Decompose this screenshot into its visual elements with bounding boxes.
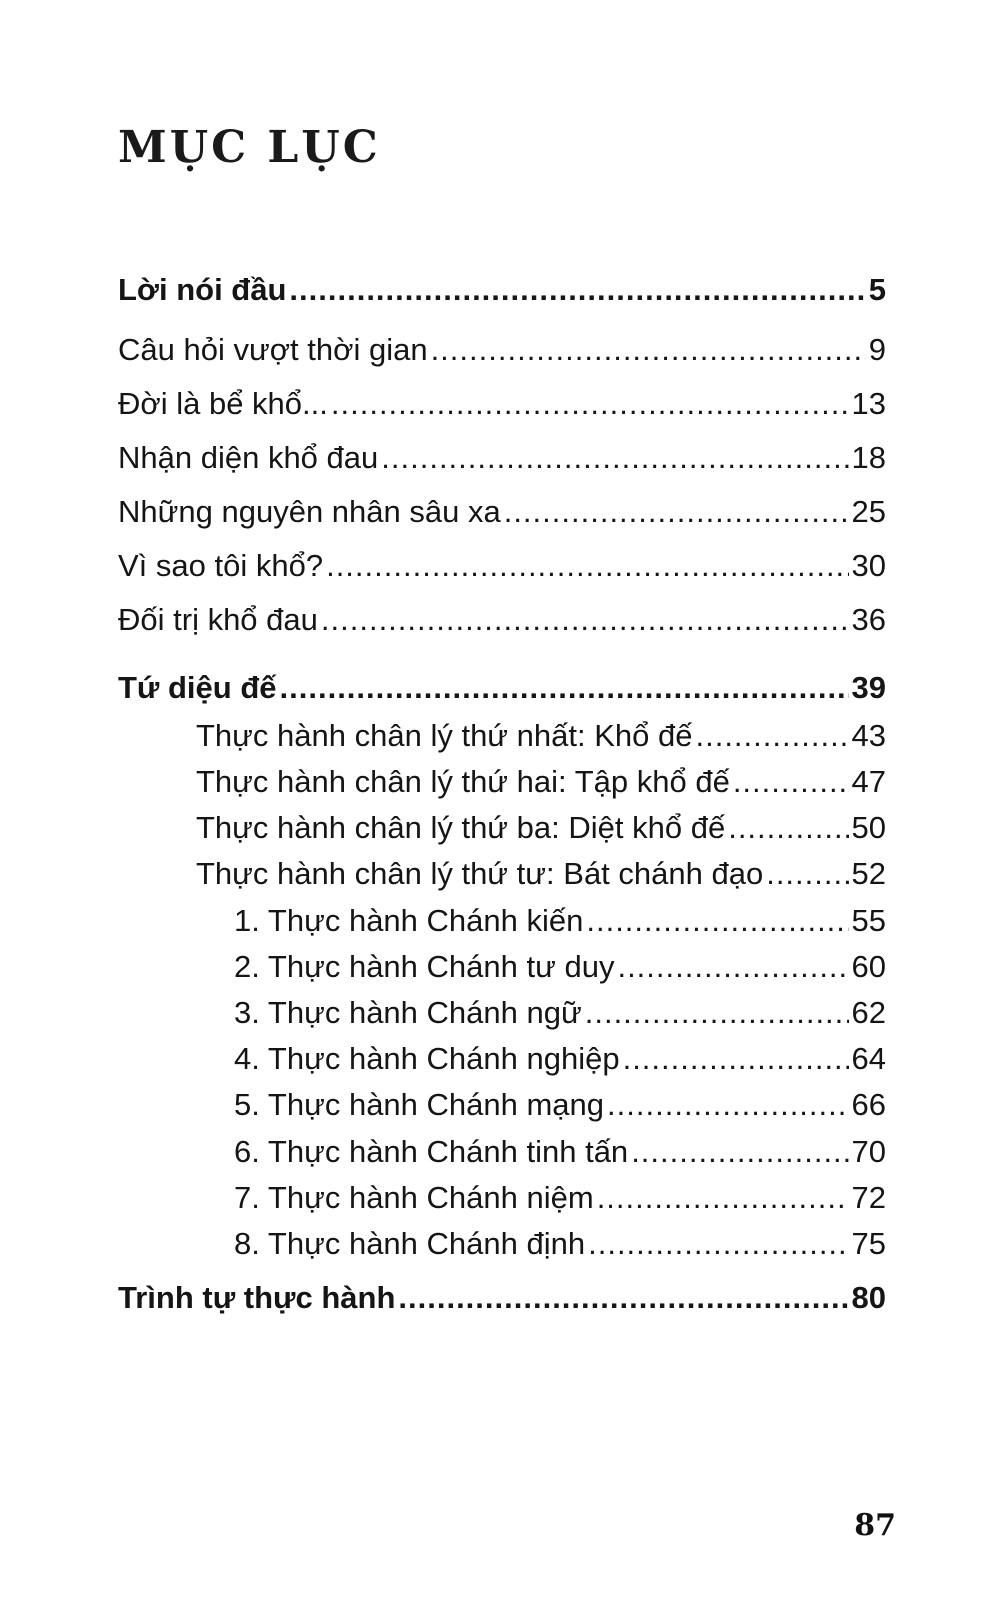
toc-entry-title: Tứ diệu đế <box>118 670 277 705</box>
toc-entry-title: Thực hành chân lý thứ tư: Bát chánh đạo <box>196 856 764 891</box>
toc-entry-title: Nhận diện khổ đau <box>118 440 379 475</box>
toc-entry <box>118 440 886 476</box>
toc-entry-title: 4. Thực hành Chánh nghiệp <box>234 1041 620 1076</box>
toc-entry <box>234 1134 886 1170</box>
dot-leader <box>321 602 849 638</box>
dot-leader <box>431 332 866 368</box>
toc-entry-title: 3. Thực hành Chánh ngữ <box>234 995 582 1030</box>
toc-entry-title: 8. Thực hành Chánh định <box>234 1226 586 1261</box>
toc-entry-page: 9 <box>868 332 886 367</box>
toc-entry-page: 72 <box>851 1180 886 1215</box>
dot-leader <box>623 1041 849 1077</box>
toc-entry-page: 50 <box>851 810 886 845</box>
toc-entry-page: 55 <box>851 903 886 938</box>
toc-entry-page: 39 <box>851 670 886 705</box>
dot-leader <box>289 272 865 308</box>
toc-entry-title: Vì sao tôi khổ? <box>118 548 324 583</box>
toc-entry-page: 5 <box>868 272 886 307</box>
page-title: MỤC LỤC <box>118 122 381 173</box>
dot-leader <box>588 1226 848 1262</box>
toc-entry-title: Câu hỏi vượt thời gian <box>118 332 428 367</box>
toc-entry-page: 30 <box>851 548 886 583</box>
dot-leader <box>607 1087 848 1123</box>
toc-entry-title: 6. Thực hành Chánh tinh tấn <box>234 1134 629 1169</box>
toc-entry-page: 47 <box>851 764 886 799</box>
toc-entry-title: 2. Thực hành Chánh tư duy <box>234 949 615 984</box>
toc-entry-title: Thực hành chân lý thứ ba: Diệt khổ đế <box>196 810 726 845</box>
dot-leader <box>597 1180 849 1216</box>
dot-leader <box>331 386 849 422</box>
toc-entry-title: Thực hành chân lý thứ nhất: Khổ đế <box>196 718 693 753</box>
toc-entry-page: 70 <box>851 1134 886 1169</box>
dot-leader <box>695 718 848 754</box>
toc-entry <box>118 272 886 308</box>
toc-entry <box>196 764 886 800</box>
toc-entry <box>118 548 886 584</box>
toc-entry-page: 60 <box>851 949 886 984</box>
toc-entry <box>234 949 886 985</box>
toc-entry-title: Những nguyên nhân sâu xa <box>118 494 501 529</box>
dot-leader <box>280 670 849 706</box>
toc-entry <box>196 718 886 754</box>
toc-entry-page: 25 <box>851 494 886 529</box>
toc-entry <box>118 670 886 706</box>
dot-leader <box>381 440 848 476</box>
toc-entry <box>118 386 886 422</box>
dot-leader <box>766 856 848 892</box>
toc-entry-page: 43 <box>851 718 886 753</box>
toc-entry <box>234 903 886 939</box>
dot-leader <box>326 548 848 584</box>
toc-entry <box>234 1087 886 1123</box>
dot-leader <box>585 995 849 1031</box>
toc-entry-title: 5. Thực hành Chánh mạng <box>234 1087 605 1122</box>
toc-entry <box>118 494 886 530</box>
page-number: 87 <box>854 1508 896 1543</box>
toc-entry <box>234 1226 886 1262</box>
toc-entry-page: 18 <box>851 440 886 475</box>
dot-leader <box>631 1134 848 1170</box>
dot-leader <box>733 764 849 800</box>
toc-entry <box>118 332 886 368</box>
toc-entry <box>234 1041 886 1077</box>
toc-entry-title: Đối trị khổ đau <box>118 602 318 637</box>
toc-entry-page: 66 <box>851 1087 886 1122</box>
toc-entry <box>196 856 886 892</box>
toc-entry <box>118 602 886 638</box>
toc-entry-title: Trình tự thực hành <box>118 1280 396 1315</box>
dot-leader <box>504 494 849 530</box>
toc-entry <box>196 810 886 846</box>
toc-entry-page: 36 <box>851 602 886 637</box>
toc-entry-title: Đời là bể khổ... <box>118 386 328 421</box>
toc-entry <box>234 1180 886 1216</box>
toc-entry-page: 52 <box>851 856 886 891</box>
dot-leader <box>398 1280 848 1316</box>
dot-leader <box>728 810 848 846</box>
dot-leader <box>617 949 848 985</box>
toc-entry-title: 1. Thực hành Chánh kiến <box>234 903 584 938</box>
toc-entry-page: 80 <box>851 1280 886 1315</box>
toc-entry <box>234 995 886 1031</box>
toc-entry-title: Thực hành chân lý thứ hai: Tập khổ đế <box>196 764 730 799</box>
toc-entry <box>118 1280 886 1316</box>
toc-entry-title: Lời nói đầu <box>118 272 287 307</box>
toc-entry-page: 64 <box>851 1041 886 1076</box>
toc-entry-page: 62 <box>851 995 886 1030</box>
toc-entry-page: 75 <box>851 1226 886 1261</box>
toc-entry-page: 13 <box>851 386 886 421</box>
toc-entry-title: 7. Thực hành Chánh niệm <box>234 1180 594 1215</box>
dot-leader <box>586 903 848 939</box>
